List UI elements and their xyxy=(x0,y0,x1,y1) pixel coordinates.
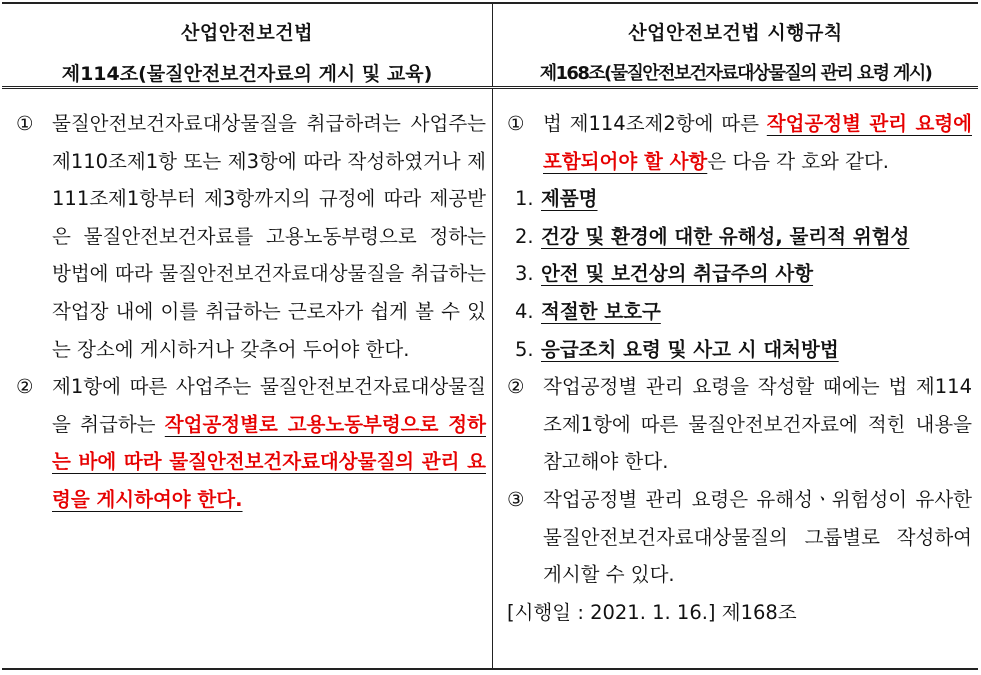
item-number: 1. xyxy=(515,187,534,211)
item-text: 제품명 xyxy=(541,187,598,211)
item-text: 응급조치 요령 및 사고 시 대처방법 xyxy=(541,337,839,361)
right-paragraph-1-highlight: 작업공정별 관리 요령에 포함되어야 할 사항 xyxy=(543,112,972,173)
left-paragraph-2-number: ② xyxy=(16,375,34,399)
right-paragraph-1-number: ① xyxy=(507,112,525,135)
right-paragraph-1-text-b: 은 다음 각 호와 같다. xyxy=(707,149,889,173)
left-paragraph-2-text: 제1항에 따른 사업주는 물질안전보건자료대상물질을 취급하는 xyxy=(52,375,486,436)
item-text: 건강 및 환경에 대한 유해성, 물리적 위험성 xyxy=(541,224,910,248)
item-number: 4. xyxy=(515,299,534,323)
right-body xyxy=(493,88,979,670)
effective-date-note: [시행일 : 2021. 1. 16.] 제168조 xyxy=(507,600,797,624)
item-number: 3. xyxy=(515,262,534,286)
list-item xyxy=(515,293,978,331)
right-header-subtitle: 제168조(물질안전보건자료대상물질의 관리 요령 게시) xyxy=(539,63,932,84)
law-comparison-table xyxy=(2,2,978,670)
list-item xyxy=(515,255,978,293)
item-text: 적절한 보호구 xyxy=(541,299,661,323)
right-paragraph-3-text: 작업공정별 관리 요령은 유해성ㆍ위험성이 유사한 물질안전보건자료대상물질의 그룹별로 작성하여 게시할 수 있다. xyxy=(543,487,972,587)
left-paragraph-1-text: 물질안전보건자료대상물질을 취급하려는 사업주는 제110조제1항 또는 제3항에 따라 작성하였거나 제111조제1항부터 제3항까지의 규정에 따라 제공받은 물질안전보건자료를 고용노동부령으로 정하는 방법에 따라 물질안전보건자료대상물질을 취급하는 작업장 내에 이를 취급하는 근로자가 쉽게 볼 수 있는 장소에 게시하거나 갖추어 두어야 한다. xyxy=(52,112,486,361)
left-header xyxy=(2,3,493,88)
item-number: 2. xyxy=(515,224,534,248)
list-item xyxy=(515,331,978,369)
left-paragraph-2 xyxy=(2,368,492,518)
left-body xyxy=(2,88,493,670)
right-paragraph-3-number: ③ xyxy=(507,487,525,511)
right-paragraph-1-text-a: 법 제114조제2항에 따른 xyxy=(543,112,767,135)
right-paragraph-2-number: ② xyxy=(507,375,525,399)
right-paragraph-2-text: 작업공정별 관리 요령을 작성할 때에는 법 제114조제1항에 따른 물질안전보건자료에 적힌 내용을 참고해야 한다. xyxy=(543,375,972,474)
list-item xyxy=(515,180,978,218)
left-header-title: 산업안전보건법 xyxy=(181,22,313,44)
list-item xyxy=(515,218,978,256)
right-header-title: 산업안전보건법 시행규칙 xyxy=(628,22,843,44)
left-paragraph-1-number: ① xyxy=(16,112,34,135)
right-item-list xyxy=(493,180,978,368)
right-header xyxy=(493,3,979,88)
item-text: 안전 및 보건상의 취급주의 사항 xyxy=(541,262,814,286)
right-paragraph-1 xyxy=(493,105,978,180)
left-paragraph-2-highlight: 작업공정별로 고용노동부령으로 정하는 바에 따라 물질안전보건자료대상물질의 관리 요령을 게시하여야 한다. xyxy=(52,412,486,511)
left-paragraph-1 xyxy=(2,105,492,368)
item-number: 5. xyxy=(515,337,534,361)
right-paragraph-2 xyxy=(493,368,978,481)
right-paragraph-3 xyxy=(493,481,978,594)
left-header-subtitle: 제114조(물질안전보건자료의 게시 및 교육) xyxy=(61,63,433,85)
